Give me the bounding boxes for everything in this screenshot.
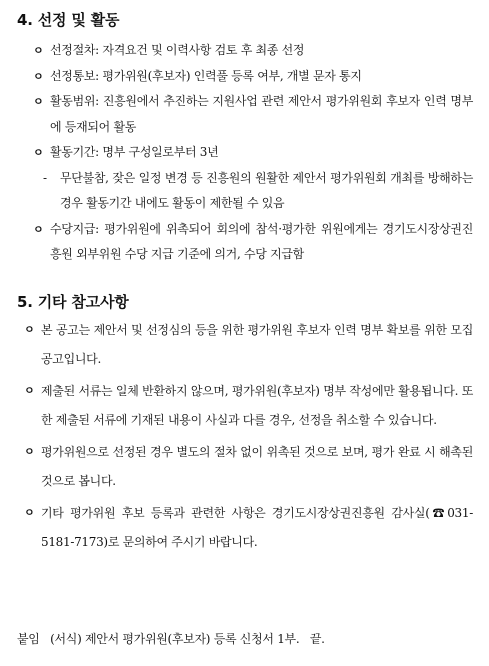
list-item-text: 기타 평가위원 후보 등록과 관련한 사항은 경기도시장상권진흥원 감사실(☎031-5181-7173)로 문의하여 주시기 바랍니다. [41, 506, 473, 549]
circle-bullet-icon: ㅇ [33, 222, 44, 236]
section-5-list [24, 316, 473, 560]
list-item-text: 활동범위: 진흥원에서 추진하는 지원사업 관련 제안서 평가위원회 후보자 인력 명부에 등재되어 활동 [50, 94, 473, 134]
list-item [24, 499, 473, 556]
list-item-text: 본 공고는 제안서 및 선정심의 등을 위한 평가위원 후보자 인력 명부 확보를 위한 모집공고입니다. [41, 323, 473, 366]
list-item-text: 선정절차: 자격요건 및 이력사항 검토 후 최종 선정 [50, 43, 305, 57]
circle-bullet-icon: ㅇ [24, 445, 35, 458]
attachment-note: 붙임 (서식) 제안서 평가위원(후보자) 등록 신청서 1부. 끝. [17, 632, 325, 646]
list-sub-item-text: 무단불참, 잦은 일정 변경 등 진흥원의 원활한 제안서 평가위원회 개최를 방해하는 경우 활동기간 내에도 활동이 제한될 수 있음 [60, 170, 473, 210]
list-item [24, 438, 473, 495]
circle-bullet-icon: ㅇ [33, 146, 44, 159]
dash-bullet: - [43, 170, 47, 185]
list-item-text: 선정통보: 평가위원(후보자) 인력풀 등록 여부, 개별 문자 통지 [50, 68, 362, 83]
circle-bullet-icon: ㅇ [33, 95, 44, 108]
circle-bullet-icon: ㅇ [24, 506, 35, 519]
circle-bullet-icon: ㅇ [24, 323, 35, 336]
list-item [24, 316, 473, 373]
list-sub-item [33, 166, 473, 217]
circle-bullet-icon: ㅇ [33, 44, 44, 57]
list-item-text: 수당지급: 평가위원에 위촉되어 회의에 참석·평가한 위원에게는 경기도시장상권진흥원 외부위원 수당 지급 기준에 의거, 수당 지급함 [50, 221, 473, 261]
section-4-heading: 4. 선정 및 활동 [17, 11, 120, 29]
list-item-text: 활동기간: 명부 구성일로부터 3년 [50, 145, 219, 159]
list-item [24, 377, 473, 434]
section-4-list [33, 38, 473, 268]
list-item [33, 38, 473, 64]
list-item-text: 제출된 서류는 일체 반환하지 않으며, 평가위원(후보자) 명부 작성에만 활용됩니다. 또한 제출된 서류에 기재된 내용이 사실과 다를 경우, 선정을 취소할 수 있습니다. [41, 384, 473, 427]
list-item [33, 89, 473, 140]
list-item [33, 140, 473, 166]
circle-bullet-icon: ㅇ [24, 384, 35, 397]
list-item [33, 64, 473, 90]
list-item [33, 217, 473, 268]
list-item-text: 평가위원으로 선정된 경우 별도의 절차 없이 위촉된 것으로 보며, 평가 완료 시 해촉된 것으로 봅니다. [41, 445, 473, 488]
circle-bullet-icon: ㅇ [33, 69, 44, 83]
section-5-heading: 5. 기타 참고사항 [17, 293, 129, 311]
